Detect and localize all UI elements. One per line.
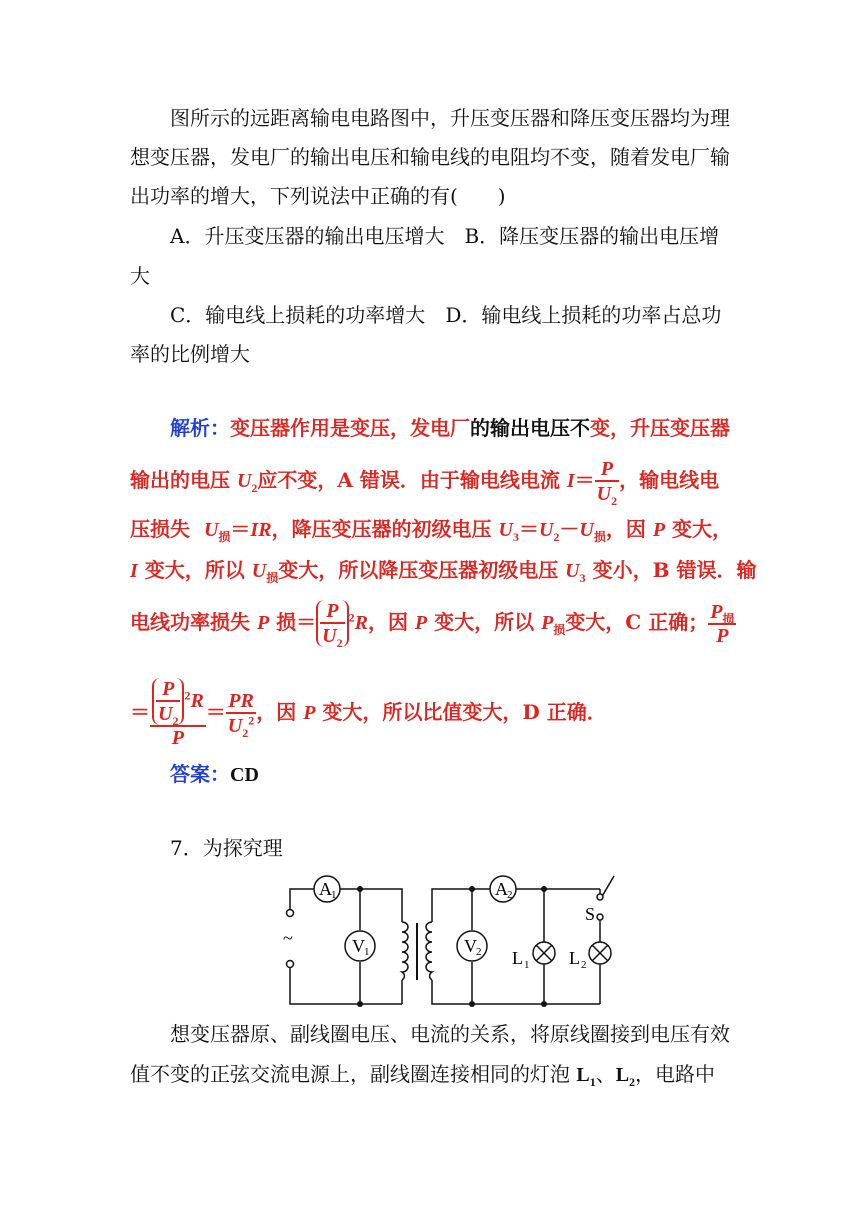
voltmeter-v1 bbox=[345, 931, 375, 961]
options-ab bbox=[130, 222, 730, 250]
analysis-line-4: I 变大，所以 $U_损$变大，所以降压变压器初级电压 $U_3$ 变小，B 错误．输 bbox=[130, 558, 757, 585]
options-cd bbox=[130, 301, 730, 329]
ammeter-a2 bbox=[490, 876, 516, 902]
answer-label: 答案： bbox=[170, 762, 230, 786]
question-line-1: 图所示的远距离输电电路图中，升压变压器和降压变压器均为理 bbox=[170, 106, 730, 130]
svg-text:V: V bbox=[352, 936, 365, 956]
analysis-line-5: 电线功率损失 P 损＝ $\frac{P}{U_2}$ $^2$R，因 P 变大，所以 $P_损$变大，C 正确； $\frac{P_损}{P}$ bbox=[130, 600, 735, 650]
analysis-line-3: 压损失 $U_损=IR$，降压变压器的初级电压 $U_3=U_2-U_损$，因 P 变大， bbox=[130, 517, 733, 544]
svg-text:V: V bbox=[464, 936, 477, 956]
svg-text:A: A bbox=[495, 879, 508, 899]
analysis-line-1: 解析：变压器作用是变压，发电厂的输出电压不变，升压变压器 bbox=[130, 414, 730, 442]
answer-line bbox=[130, 760, 730, 789]
analysis-label: 解析： bbox=[170, 416, 230, 440]
option-b-cont: 大 bbox=[130, 264, 150, 288]
svg-text:2: 2 bbox=[476, 946, 482, 958]
option-c: C．输电线上损耗的功率增大 bbox=[170, 303, 426, 327]
option-a: A．升压变压器的输出电压增大 bbox=[170, 224, 445, 248]
svg-text:1: 1 bbox=[364, 946, 370, 958]
label-l1-sub: 1 bbox=[524, 959, 530, 971]
question-line-2: 想变压器，发电厂的输出电压和输电线的电阻均不变，随着发电厂输 bbox=[130, 145, 730, 169]
svg-text:1: 1 bbox=[331, 889, 337, 901]
svg-text:A: A bbox=[319, 879, 332, 899]
option-d-cont: 率的比例增大 bbox=[130, 342, 250, 366]
label-l1: L bbox=[512, 948, 523, 968]
lamp-l2 bbox=[589, 942, 611, 964]
circuit-diagram bbox=[280, 868, 620, 1008]
option-b: B．降压变压器的输出电压增 bbox=[464, 224, 720, 248]
q7-line-1: 7．为探究理 bbox=[170, 836, 283, 860]
answer-value: CD bbox=[230, 764, 259, 786]
label-l2: L bbox=[569, 948, 580, 968]
label-l2-sub: 2 bbox=[581, 959, 587, 971]
option-d: D．输电线上损耗的功率占总功 bbox=[445, 303, 722, 327]
q7-line-2: 想变压器原、副线圈电压、电流的关系，将原线圈接到电压有效 bbox=[170, 1022, 730, 1046]
ac-source-symbol: ~ bbox=[283, 928, 293, 948]
switch-label: S bbox=[585, 904, 596, 924]
voltmeter-v2 bbox=[457, 931, 487, 961]
ammeter-a1 bbox=[314, 876, 340, 902]
svg-text:2: 2 bbox=[507, 889, 513, 901]
question-line-3: 出功率的增大，下列说法中正确的有( ) bbox=[130, 184, 506, 208]
analysis-line-6: ＝ $\frac{P}{U_2}$ $^2$R P ＝ $\frac{PR}{U_2^2}$ ，因 P 变大，所以比值变大，D 正确． bbox=[130, 678, 607, 749]
analysis-line-2: 输出的电压 $U_2$应不变，A 错误．由于输电线电流 I＝ $\frac{P}{U_2}$ ，输电线电 bbox=[130, 458, 720, 508]
lamp-l1 bbox=[533, 942, 555, 964]
q7-line-3: 值不变的正弦交流电源上，副线圈连接相同的灯泡 $L_1$、$L_2$，电路中 bbox=[130, 1062, 716, 1089]
